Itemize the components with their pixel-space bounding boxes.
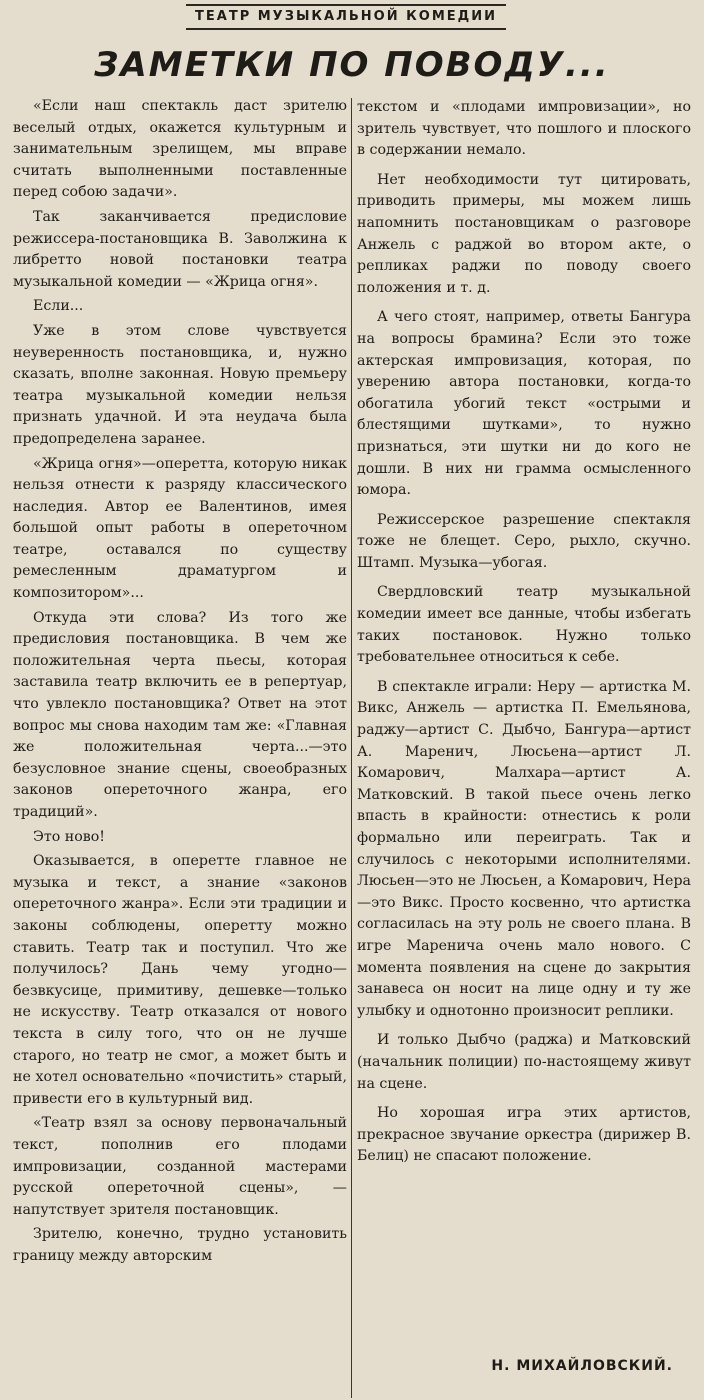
paragraph: «Жрица огня»—оперетта, которую никак нельзя отнести к разряду классического наследия. Автор ее Валентинов, имея большой опыт работы в опереточном театре, оставался по существу ремесленным драматургом и композитором»...: [13, 455, 347, 602]
section-rubric: ТЕАТР МУЗЫКАЛЬНОЙ КОМЕДИИ: [186, 4, 506, 30]
paragraph: Но хорошая игра этих артистов, прекрасное звучание оркестра (дирижер В. Белиц) не спасают положение.: [357, 1105, 691, 1165]
paragraph: «Если наш спектакль даст зрителю веселый отдых, окажется культурным и занимательным зрелищем, мы вправе считать выполненными поставленные перед собою задачи».: [13, 98, 347, 201]
paragraph: Это ново!: [33, 828, 105, 845]
paragraph: И только Дыбчо (раджа) и Матковский (начальник полиции) по-настоящему живут на сцене.: [357, 1032, 691, 1092]
paragraph: Оказывается, в оперетте главное не музыка и текст, а знание «законов опереточного жанра». Если эти традиции и законы соблюдены, оперетту можно ставить. Театр так и поступил. Что же получилось? Дань чему угодно—безвкусице, примитиву, дешевке—только не искусству. Театр отказался от нового текста в силу того, что он не лучше старого, но театр не смог, а может быть и не хотел основательно «почистить» старый, привести его в культурный вид.: [13, 853, 347, 1107]
paragraph: В спектакле играли: Неру — артистка М. Викс, Анжель — артистка П. Емельянова, раджу—артист С. Дыбчо, Бангура—артист А. Маренич, Люсьена—артист Л. Комарович, Малхара—артист А. Матковский. В такой пьесе очень легко впасть в крайности: отнестись к роли формально или переиграть. Так и случилось с некоторыми исполнителями. Люсьен—это не Люсьен, а Комарович, Нера—это Викс. Просто косвенно, что артистка согласилась на эту роль не своего плана. В игре Маренича очень мало нового. С момента появления на сцене до закрытия занавеса он носит на лице одну и ту же улыбку и однотонно произносит реплики.: [357, 678, 691, 1019]
paragraph: Откуда эти слова? Из того же предисловия постановщика. В чем же положительная черта пьесы, которая заставила театр включить ее в репертуар, что увлекло постановщика? Ответ на этот вопрос мы снова находим там же: «Главная же положительная черта...—это безусловное знание сцены, своеобразных законов опереточного жанра, его традиций».: [13, 609, 347, 820]
paragraph: Нет необходимости тут цитировать, приводить примеры, мы можем лишь напомнить постановщикам о разговоре Анжель с раджой во втором акте, о репликах раджи по поводу своего положения и т. д.: [357, 171, 691, 296]
column-divider: [351, 98, 352, 1398]
author-signature: Н. МИХАЙЛОВСКИЙ.: [491, 1358, 673, 1374]
paragraph: Если...: [33, 298, 84, 315]
paragraph: «Театр взял за основу первоначальный текст, пополнив его плодами импровизации, созданной мастерами русской опереточной сцены», — напутствует зрителя постановщик.: [13, 1115, 347, 1218]
paragraph: Свердловский театр музыкальной комедии имеет все данные, чтобы избегать таких постановок. Нужно только требовательнее относиться к себе.: [357, 584, 691, 666]
paragraph: Зрителю, конечно, трудно установить границу между авторским: [13, 1226, 347, 1264]
right-column: [357, 97, 691, 1397]
article-title: ЗАМЕТКИ ПО ПОВОДУ...: [94, 45, 610, 85]
paragraph: текстом и «плодами импровизации», но зритель чувствует, что пошлого и плоского в содержании немало.: [357, 99, 691, 159]
left-column: [13, 96, 347, 1396]
paragraph: Уже в этом слове чувствуется неуверенность постановщика, и, нужно сказать, вполне законная. Новую премьеру театра музыкальной комедии нельзя признать удачной. И эта неудача была предопределена заранее.: [13, 322, 347, 447]
paragraph: Так заканчивается предисловие режиссера-постановщика В. Заволжина к либретто новой постановки театра музыкальной комедии — «Жрица огня».: [13, 208, 347, 290]
paragraph: Режиссерское разрешение спектакля тоже не блещет. Серо, рыхло, скучно. Штамп. Музыка—убогая.: [357, 511, 691, 571]
paragraph: А чего стоят, например, ответы Бангура на вопросы брамина? Если это тоже актерская импровизация, которая, по уверению автора постановки, когда-то обогатила убогий текст «острыми и блестящими шутками», то нужно признаться, эти шутки ни до кого не дошли. В них ни грамма осмысленного юмора.: [357, 309, 691, 499]
